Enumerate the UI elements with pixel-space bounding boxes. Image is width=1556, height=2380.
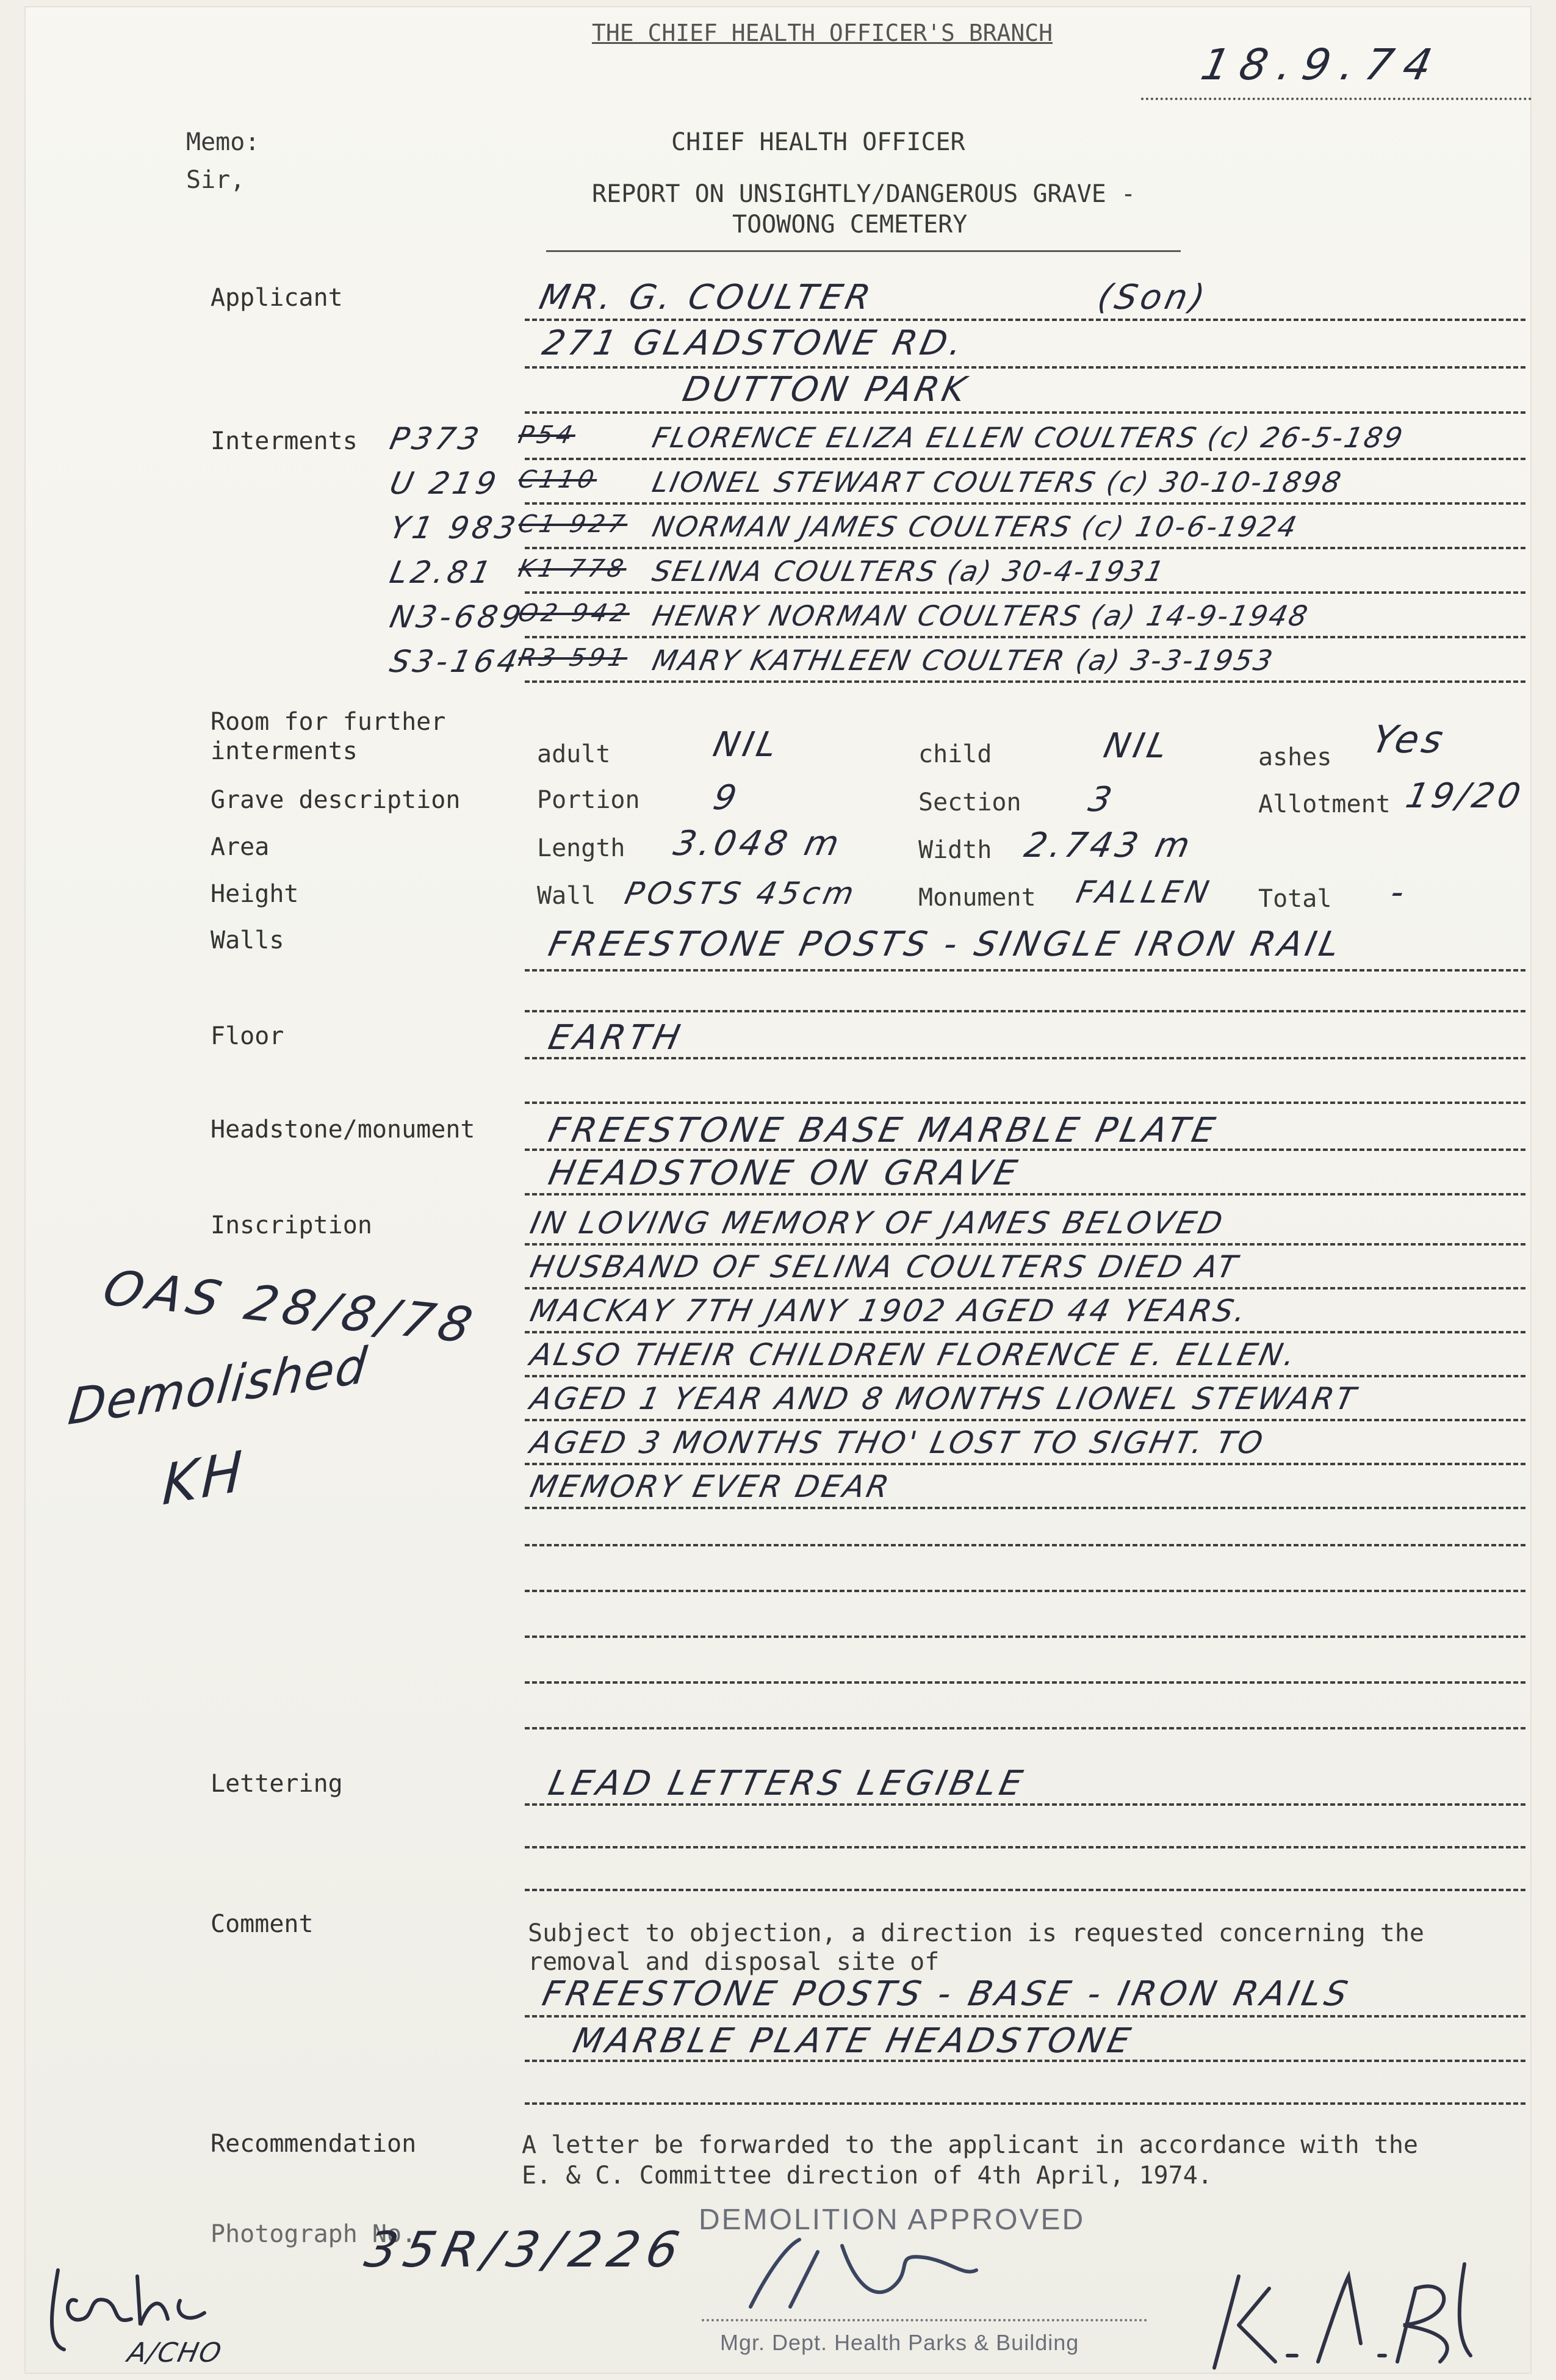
report-date: 18.9.74 bbox=[1197, 40, 1447, 90]
margin-note-date: OAS 28/8/78 bbox=[96, 1260, 484, 1354]
interment-entry: SELINA COULTERS (a) 30-4-1931 bbox=[649, 555, 1169, 588]
floor-value: EARTH bbox=[545, 1018, 687, 1058]
allotment-value: 19/20 bbox=[1402, 776, 1528, 816]
lettering-rule-1 bbox=[525, 1803, 1525, 1806]
stamp-signature-line bbox=[702, 2319, 1147, 2321]
lettering-value: LEAD LETTERS LEGIBLE bbox=[545, 1764, 1029, 1803]
interment-ref: L2.81 bbox=[386, 555, 498, 590]
photograph-value: 35R/3/226 bbox=[360, 2221, 691, 2278]
comment-typed-1: Subject to objection, a direction is requested concerning the bbox=[528, 1919, 1425, 1947]
interment-entry: FLORENCE ELIZA ELLEN COULTERS (c) 26-5-189 bbox=[649, 421, 1408, 454]
interment-rule bbox=[525, 547, 1525, 549]
comment-typed-2: removal and disposal site of bbox=[528, 1948, 940, 1976]
room-label-line-1: Room for further bbox=[211, 708, 446, 736]
wall-label: Wall bbox=[537, 882, 596, 910]
inscription-label: Inscription bbox=[211, 1211, 372, 1239]
floor-label: Floor bbox=[211, 1022, 284, 1050]
grave-label: Grave description bbox=[211, 786, 461, 814]
memo-label: Memo: bbox=[186, 128, 260, 156]
applicant-line-2 bbox=[525, 366, 1525, 369]
headstone-line-2: HEADSTONE ON GRAVE bbox=[545, 1153, 1025, 1193]
headstone-rule-1 bbox=[525, 1149, 1525, 1151]
sir-label: Sir, bbox=[186, 166, 245, 194]
interment-struck-ref: K1 778 bbox=[516, 555, 630, 583]
applicant-line-3 bbox=[525, 411, 1525, 414]
demolition-stamp: DEMOLITION APPROVED bbox=[699, 2204, 1086, 2236]
inscription-rule bbox=[525, 1463, 1525, 1465]
inscription-rule bbox=[525, 1375, 1525, 1377]
lettering-rule-3 bbox=[525, 1889, 1525, 1891]
subject-line-2: TOOWONG CEMETERY bbox=[732, 211, 968, 239]
interment-struck-ref: C1 927 bbox=[516, 510, 631, 538]
comment-rule-3 bbox=[525, 2102, 1525, 2105]
branch-heading: THE CHIEF HEALTH OFFICER'S BRANCH bbox=[592, 20, 1053, 46]
applicant-address-2: DUTTON PARK bbox=[679, 370, 973, 409]
header-divider bbox=[546, 250, 1181, 252]
interment-struck-ref: R3 591 bbox=[516, 644, 631, 672]
applicant-line-1 bbox=[525, 319, 1525, 321]
height-label: Height bbox=[211, 880, 299, 908]
interment-ref: S3-164 bbox=[386, 644, 525, 679]
blank-rule bbox=[525, 1727, 1525, 1729]
applicant-name: MR. G. COULTER bbox=[536, 278, 877, 317]
floor-line-1 bbox=[525, 1057, 1525, 1059]
recommendation-line-1: A letter be forwarded to the applicant in accordance with the bbox=[522, 2131, 1419, 2159]
interment-ref: U 219 bbox=[386, 466, 503, 501]
wall-value: POSTS 45cm bbox=[621, 876, 861, 911]
inscription-rule bbox=[525, 1507, 1525, 1509]
child-label: child bbox=[918, 740, 992, 768]
adult-value: NIL bbox=[710, 725, 784, 765]
addressee: CHIEF HEALTH OFFICER bbox=[671, 128, 965, 156]
walls-line-2 bbox=[525, 1010, 1525, 1012]
inscription-rule bbox=[525, 1331, 1525, 1333]
length-value: 3.048 m bbox=[670, 824, 846, 864]
portion-label: Portion bbox=[537, 786, 640, 814]
interment-rule bbox=[525, 591, 1525, 594]
comment-rule-2 bbox=[525, 2060, 1525, 2062]
blank-rule bbox=[525, 1681, 1525, 1684]
headstone-label: Headstone/monument bbox=[211, 1116, 475, 1144]
applicant-label: Applicant bbox=[211, 284, 343, 312]
margin-note-status: Demolished bbox=[65, 1336, 371, 1437]
total-label: Total bbox=[1258, 885, 1332, 913]
blank-rule bbox=[525, 1590, 1525, 1592]
lettering-label: Lettering bbox=[211, 1770, 343, 1798]
headstone-rule-2 bbox=[525, 1193, 1525, 1195]
interment-struck-ref: O2 942 bbox=[516, 599, 633, 627]
interment-rule bbox=[525, 636, 1525, 638]
adult-label: adult bbox=[537, 740, 611, 768]
inscription-line: IN LOVING MEMORY OF JAMES BELOVED bbox=[527, 1205, 1228, 1241]
allotment-label: Allotment bbox=[1258, 790, 1391, 818]
interment-entry: HENRY NORMAN COULTERS (a) 14-9-1948 bbox=[649, 599, 1313, 632]
stamp-caption: Mgr. Dept. Health Parks & Building bbox=[720, 2330, 1079, 2355]
ashes-label: ashes bbox=[1258, 743, 1332, 771]
interment-entry: LIONEL STEWART COULTERS (c) 30-10-1898 bbox=[649, 466, 1346, 499]
total-value: - bbox=[1387, 873, 1412, 912]
recommendation-line-2: E. & C. Committee direction of 4th April, 1974. bbox=[522, 2162, 1212, 2190]
comment-rule-1 bbox=[525, 2015, 1525, 2018]
subject-line-1: REPORT ON UNSIGHTLY/DANGEROUS GRAVE - bbox=[592, 180, 1136, 208]
floor-line-2 bbox=[525, 1102, 1525, 1104]
inscription-line: AGED 3 MONTHS THO' LOST TO SIGHT. TO bbox=[527, 1425, 1269, 1460]
officer-signature bbox=[1196, 2252, 1489, 2374]
manager-signature bbox=[732, 2234, 989, 2325]
blank-rule bbox=[525, 1544, 1525, 1546]
comment-hand-2: MARBLE PLATE HEADSTONE bbox=[569, 2021, 1137, 2061]
area-label: Area bbox=[211, 833, 270, 861]
inscription-rule bbox=[525, 1243, 1525, 1246]
interment-ref: P373 bbox=[386, 421, 486, 456]
interment-struck-ref: C110 bbox=[516, 466, 600, 494]
interment-rule bbox=[525, 680, 1525, 683]
section-value: 3 bbox=[1085, 780, 1119, 820]
width-value: 2.743 m bbox=[1021, 826, 1197, 865]
walls-value: FREESTONE POSTS - SINGLE IRON RAIL bbox=[545, 925, 1347, 964]
interments-label: Interments bbox=[211, 427, 358, 455]
comment-hand-1: FREESTONE POSTS - BASE - IRON RAILS bbox=[539, 1974, 1355, 2014]
photograph-label: Photograph No. bbox=[211, 2220, 417, 2248]
date-underline bbox=[1141, 98, 1532, 100]
inscription-rule bbox=[525, 1287, 1525, 1289]
section-label: Section bbox=[918, 788, 1021, 817]
interment-entry: NORMAN JAMES COULTERS (c) 10-6-1924 bbox=[649, 510, 1302, 543]
inscription-line: ALSO THEIR CHILDREN FLORENCE E. ELLEN. bbox=[527, 1337, 1301, 1372]
inscription-rule bbox=[525, 1419, 1525, 1421]
interment-ref: Y1 983 bbox=[386, 510, 522, 546]
inscription-line: AGED 1 YEAR AND 8 MONTHS LIONEL STEWART bbox=[527, 1381, 1361, 1416]
portion-value: 9 bbox=[710, 778, 744, 818]
width-label: Width bbox=[918, 836, 992, 864]
walls-label: Walls bbox=[211, 926, 284, 954]
monument-label: Monument bbox=[918, 884, 1036, 912]
recommendation-label: Recommendation bbox=[211, 2130, 417, 2158]
blank-rule bbox=[525, 1635, 1525, 1638]
interment-entry: MARY KATHLEEN COULTER (a) 3-3-1953 bbox=[649, 644, 1278, 677]
interment-ref: N3-689 bbox=[386, 599, 528, 635]
interment-struck-ref: P54 bbox=[516, 421, 578, 449]
applicant-relation: (Son) bbox=[1094, 278, 1212, 317]
headstone-line-1: FREESTONE BASE MARBLE PLATE bbox=[545, 1111, 1222, 1150]
margin-note-initials: KH bbox=[161, 1438, 247, 1519]
applicant-address-1: 271 GLADSTONE RD. bbox=[539, 323, 970, 363]
interment-rule bbox=[525, 502, 1525, 505]
inscription-line: MACKAY 7TH JANY 1902 AGED 44 YEARS. bbox=[527, 1293, 1252, 1329]
walls-line-1 bbox=[525, 969, 1525, 972]
length-label: Length bbox=[537, 834, 625, 862]
interment-rule bbox=[525, 458, 1525, 460]
report-form bbox=[24, 6, 1532, 2374]
ashes-value: Yes bbox=[1368, 717, 1451, 762]
inscription-line: HUSBAND OF SELINA COULTERS DIED AT bbox=[527, 1249, 1243, 1285]
inscription-line: MEMORY EVER DEAR bbox=[527, 1469, 895, 1504]
corner-note: A/CHO bbox=[124, 2337, 225, 2368]
lettering-rule-2 bbox=[525, 1846, 1525, 1848]
comment-label: Comment bbox=[211, 1910, 314, 1938]
room-label-line-2: interments bbox=[211, 737, 358, 765]
child-value: NIL bbox=[1100, 726, 1175, 766]
monument-value: FALLEN bbox=[1073, 874, 1216, 910]
